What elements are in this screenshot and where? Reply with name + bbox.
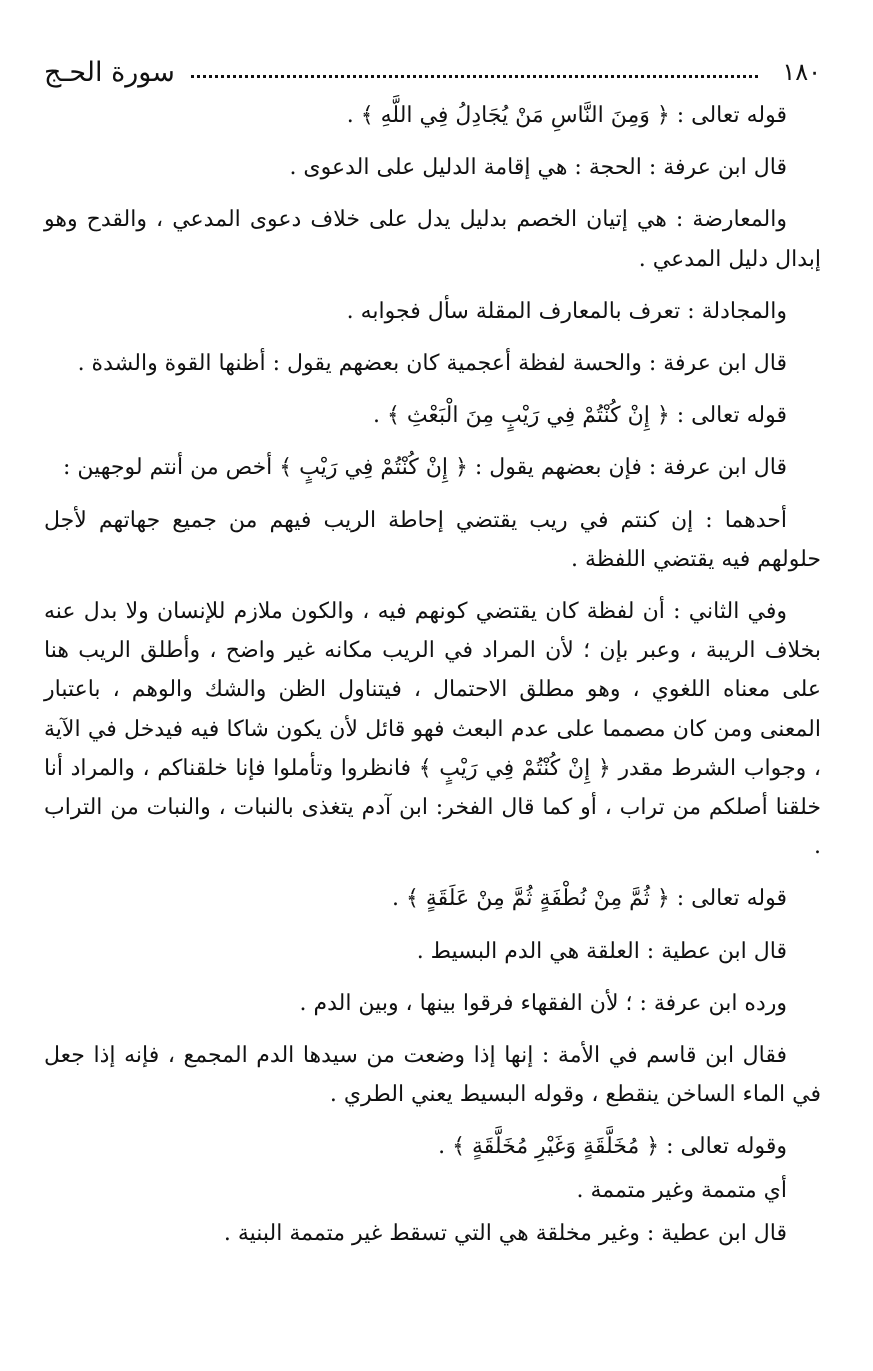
paragraph: أي متممة وغير متممة . (576, 1177, 787, 1203)
paragraph: قوله تعالى : ﴿ ثُمَّ مِنْ نُطْفَةٍ ثُمَّ مِنْ عَلَقَةٍ ﴾ . (392, 886, 787, 912)
paragraph: قوله تعالى : ﴿ إِنْ كُنْتُمْ فِي رَيْبٍ مِنَ الْبَعْثِ ﴾ . (372, 403, 787, 429)
paragraph: وقوله تعالى : ﴿ مُخَلَّقَةٍ وَغَيْرِ مُخَلَّقَةٍ ﴾ . (438, 1134, 787, 1160)
page-number: ١٨٠ (782, 58, 821, 86)
paragraph: قوله تعالى : ﴿ وَمِنَ النَّاسِ مَنْ يُجَادِلُ فِي اللَّهِ ﴾ . (346, 103, 787, 128)
paragraph: قال ابن عطية : وغير مخلقة هي التي تسقط غير متممة البنية . (223, 1220, 787, 1246)
paragraph: قال ابن عرفة : فإن بعضهم يقول : ﴿ إِنْ كُنْتُمْ فِي رَيْبٍ ﴾ أخص من أنتم لوجهين : (62, 455, 787, 481)
paragraph: فقال ابن قاسم في الأمة : إنها إذا وضعت من سيدها الدم المجمع ، فإنه إذا جعل في الماء الساخن ينقطع ، وقوله البسيط يعني الطري . (44, 1043, 821, 1108)
paragraph: قال ابن عرفة : والحسة لفظة أعجمية كان بعضهم يقول : أظنها القوة والشدة . (77, 351, 787, 377)
page-body (44, 96, 821, 1266)
paragraph: والمجادلة : تعرف بالمعارف المقلة سأل فجوابه . (346, 298, 787, 324)
header-dotted-leader (191, 75, 758, 78)
paragraph: ورده ابن عرفة : ؛ لأن الفقهاء فرقوا بينها ، وبين الدم . (299, 990, 787, 1016)
page-header (44, 52, 821, 92)
paragraph: وفي الثاني : أن لفظة كان يقتضي كونهم فيه ، والكون ملازم للإنسان ولا بدل عنه بخلاف الريبة ، وعبر بإن ؛ لأن المراد في الريب مكانه غير واضح ، وأطلق الريب هنا على معناه اللغوي ، وهو مطلق الاحتمال ، فيتناول الظن والشك والوهم ، باعتبار المعنى ومن كان مصمما على عدم البعث فهو قائل لأن يكون شاكا فيه فيدخل في الآية ، وجواب الشرط مقدر ﴿ إِنْ كُنْتُمْ فِي رَيْبٍ ﴾ فانظروا وتأملوا فإنا خلقناكم ، والمراد أنا خلقنا أصلكم من تراب ، أو كما قال الفخر: ابن آدم يتغذى بالنبات ، والنبات من التراب . (44, 599, 822, 860)
paragraph: أحدهما : إن كنتم في ريب يقتضي إحاطة الريب فيهم من جميع جهاتهم لأجل حلولهم فيه يقتضي اللفظة . (44, 507, 821, 572)
paragraph: قال ابن عرفة : الحجة : هي إقامة الدليل على الدعوى . (289, 155, 787, 181)
paragraph: والمعارضة : هي إتيان الخصم بدليل يدل على خلاف دعوى المدعي ، والقدح وهو إبدال دليل المدعي . (44, 207, 821, 272)
paragraph: قال ابن عطية : العلقة هي الدم البسيط . (416, 938, 787, 964)
surah-title: سورة الحـج (44, 56, 175, 88)
